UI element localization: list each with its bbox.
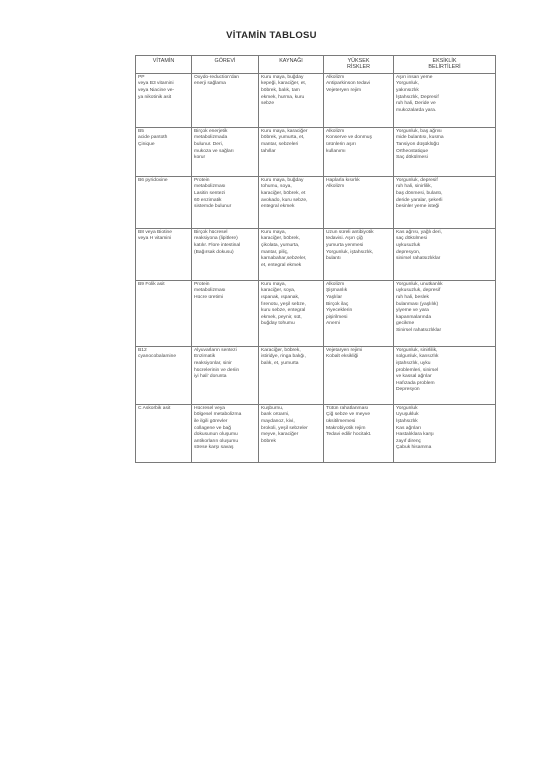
cell-kaynagi: Kuru maya, karaciğer böbrek, yumurta, et, mantar, sebzeleri tahıllar (259, 127, 324, 176)
cell-vitamin: B6 pyridoxine (136, 176, 192, 228)
cell-vitamin: B8 veya Biotine veya H vitamini (136, 228, 192, 280)
cell-vitamin: PP veya B3 vitamini veya Niacine ve- ya nikotinik asit (136, 73, 192, 127)
cell-belirtiler: Yorgunluk, depresif ruh hali, sinirlilik, baş dönmesi, bulantı, deride yaralar, şekerli besinler yeme isteği (394, 176, 496, 228)
cell-gorevi: Alyuvarların sentezi Enzimatik reaksiyonlar, sinir hücrelerinin ve deriin iyi hali' dorunta (192, 346, 259, 404)
header-row (136, 56, 496, 74)
cell-kaynagi: Kuşburnu, bank orüarni, maydanoz, kivi, brokoli, yeşil sebzeler meyve, karaciğer böbrek (259, 404, 324, 462)
table-row (136, 176, 496, 228)
cell-riskler: Haplarla kısırlık Alkolizm (324, 176, 394, 228)
cell-gorevi: Protein metabolizması Lasitin sentezi 60 enzimatik sistemde bulunur (192, 176, 259, 228)
table-row (136, 404, 496, 462)
cell-belirtiler: Kas ağrısı, yağlı deri, saç dökülmesi uykusuzluk depresyon, sinirsel rahatsızlıklar (394, 228, 496, 280)
header-yuksek-riskler: YÜKSEK RİSKLER (324, 56, 394, 74)
header-eksiklik-belirtileri: EKSİKLİK BELİRTİLERİ (394, 56, 496, 74)
cell-riskler: Alkolizm Antiparkinson tedavi Vejeteryen rejim (324, 73, 394, 127)
table-row (136, 280, 496, 346)
page-title: VİTAMİN TABLOSU (226, 30, 317, 41)
table-row (136, 346, 496, 404)
header-kaynagi: KAYNAĞI (259, 56, 324, 74)
cell-belirtiler: Yorgunluk Uyuşukluk İştahsızlık Kas ağrıları Hastalıklara karşı zayıf direnç Çabuk hisamma (394, 404, 496, 462)
cell-gorevi: Birçok hücresel reaksiyona (lipitlere) katılır. Flore intestinal (Bağırsak dokusu) (192, 228, 259, 280)
cell-belirtiler: Yorgunluk, unutkanlık uykusuzluk, depresif ruh hali, beslek bulanması (yaşlılık) yiyeme ve yara kapanmalarında gecikme Sinirsel rahatsızlıklar (394, 280, 496, 346)
cell-riskler: Tütün rahatlanması Çiğ sebze ve meyve üksitilmemesi Makrobiyotik rejim Tedavi edilir hocitakt. (324, 404, 394, 462)
cell-belirtiler: Aşırı insan yeme Yorgunluk, yakınsızlık İştahsızlık, Depresif ruh hali, Deride ve mukozalarda yara. (394, 73, 496, 127)
cell-riskler: Uzun süreli antibiyotik tedavisi. Aşırı çiğ yumurta yenmesi Yorgunluk, iştahsızlık, bulantı (324, 228, 394, 280)
header-vitamin: VİTAMİN (136, 56, 192, 74)
cell-kaynagi: Kuru maya, buğday tohumu, soya, karaciğer, böbrek, et avokado, kuru sebze, entegral ekmek (259, 176, 324, 228)
cell-kaynagi: Kuru maya, karaciğer, böbrek, çikolata, yumurta, mantar, piliç, karnabahar,sebzeler, et, entegral ekmek (259, 228, 324, 280)
vitamin-table (135, 55, 496, 463)
cell-riskler: Alkolizm Şişmanlık Yaşlılar Birçok ilaç Yiyeceklerin pişirilmesi Anemi (324, 280, 394, 346)
cell-vitamin: B5 acide pantoth Çinique (136, 127, 192, 176)
cell-belirtiler: Yorgunluk, sinirlilik, solgunluk, kansızlık iştahsızlık, uyku problemleri, sinirsel ve kassal ağrılar Hafızada problem Depresyon (394, 346, 496, 404)
table-row (136, 127, 496, 176)
cell-kaynagi: Kuru maya, buğday kepeği, karaciğer, et, böbrek, balık, tam ekmek, hurma, kuru sebze (259, 73, 324, 127)
cell-gorevi: Oxydo-reduction'dan enerji sağlama (192, 73, 259, 127)
table-body (136, 73, 496, 462)
cell-vitamin: B9 Folik asit (136, 280, 192, 346)
table-row (136, 73, 496, 127)
cell-gorevi: Protein metabolizması Hücre üretimi (192, 280, 259, 346)
table-header (136, 56, 496, 74)
cell-riskler: Vejetaryen rejimi Kobalt eksikliği (324, 346, 394, 404)
cell-kaynagi: Kuru maya, karaciğer, soya, ıspanak, ıspanak, fırenotu, yeşil sebze, kuru sebze, entegral ekmek, peynir, süt, buğday tohumu (259, 280, 324, 346)
cell-gorevi: Hücresel veya bölgesel metabolizma ile ilgili görevler collagene ve bağ dokusunun oluşumu antikorların oluşumu strese karşı savaş (192, 404, 259, 462)
cell-belirtiler: Yorgunluk, baş ağrısı mide bulantısı, kusma Tansiyon düşüklüğü Ortheostatique Saç dökülmesi (394, 127, 496, 176)
cell-vitamin: C Askorbik asit (136, 404, 192, 462)
header-gorevi: GÖREVİ (192, 56, 259, 74)
cell-gorevi: Birçok enerjetik metabolizmada bulunur. Deri, mukoza ve sağları korur (192, 127, 259, 176)
cell-riskler: Alkolizm Konserve ve donmuş ürünlerin aşırı kullanımı (324, 127, 394, 176)
cell-vitamin: B12 cyanocobalamine (136, 346, 192, 404)
cell-kaynagi: Karaciğer, böbrek, istiridye, ringa balığı, balık, et, yumurta (259, 346, 324, 404)
table-row (136, 228, 496, 280)
